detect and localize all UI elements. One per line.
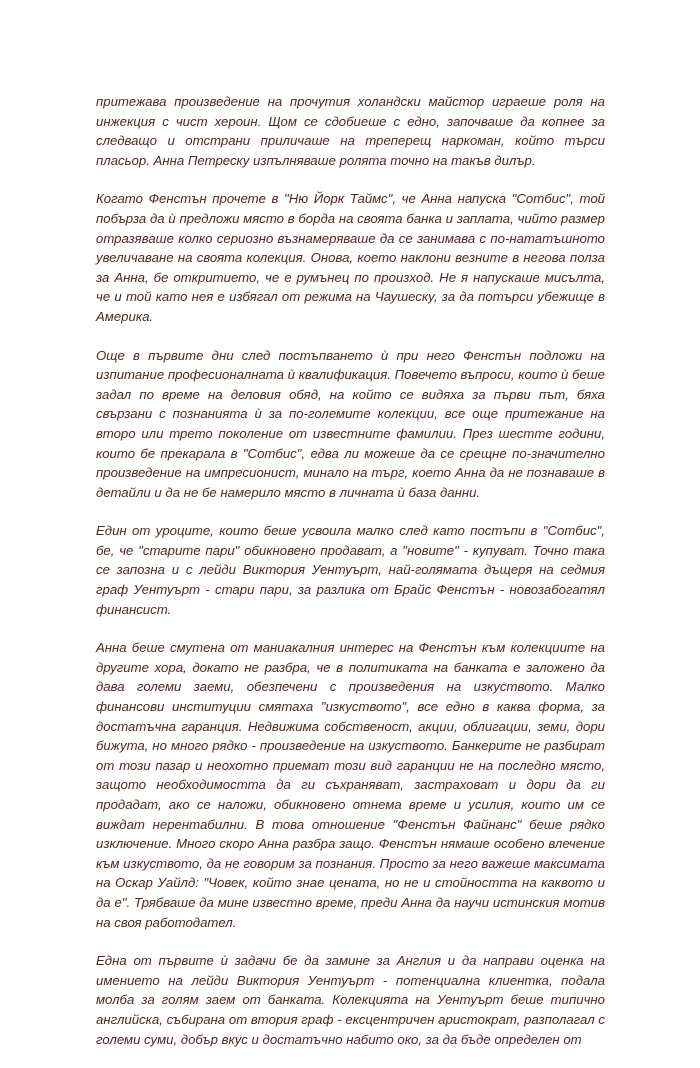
paragraph-1: притежава произведение на прочутия холандски майстор играеше роля на инжекция с чист хероин. Щом се сдобиеше с едно, започваше да копнее за следващо и отстрани приличаше на треперещ наркоман, който търси пласьор. Анна Петреску изпълняваше ролята точно на такъв дилър. xyxy=(96,94,605,168)
body-text xyxy=(96,92,605,1068)
paragraph-2: Когато Фенстън прочете в "Ню Йорк Таймс", че Анна напуска "Сотбис", той побърза да ѝ предложи място в борда на своята банка и заплата, чийто размер отразяваше колко сериозно възнамеряваше да се занимава с по-нататъшното увеличаване на своята колекция. Онова, което наклони везните в негова полза за Анна, бе откритието, че е румънец по произход. Не я напускаше мисълта, че и той като нея е избягал от режима на Чаушеску, за да потърси убежище в Америка. xyxy=(96,191,605,324)
paragraph-3: Още в първите дни след постъпването ѝ при него Фенстън подложи на изпитание професионалната ѝ квалификация. Повечето въпроси, които ѝ беше задал по време на деловия обяд, на който се видяха за първи път, бяха свързани с познанията ѝ за по-големите колекции, все още притежание на второ или трето поколение от известните фамилии. През шестте години, които бе прекарала в "Сотбис", едва ли можеше да се срещне по-значително произведение на импресионист, минало на търг, което Анна да не познаваше в детайли и да не бе намерило място в личната ѝ база данни. xyxy=(96,347,605,500)
paragraph-5: Анна беше смутена от маниакалния интерес на Фенстън към колекциите на другите хора, докато не разбра, че в политиката на банката е заложено да дава големи заеми, обезпечени с произведения на изкуството. Малко финансови институции смятаха "изкуството", все едно в каква форма, за достатъчна гаранция. Недвижима собственост, акции, облигации, земи, дори бижута, но много рядко - произведение на изкуството. Банкерите не разбират от този пазар и неохотно приемат този вид гаранции не на последно място, защото необходимостта да ги съхраняват, застраховат и дори да ги продадат, ако се наложи, обикновено отнема време и усилия, които им се виждат нерентабилни. В това отношение "Фенстън Файнанс" беше рядко изключение. Много скоро Анна разбра защо. Фенстън нямаше особено влечение към изкуството, да не говорим за познания. Просто за него важеше максимата на Оскар Уайлд: "Човек, който знае цената, но не и стойността на каквото и да е". Трябваше да мине известно време, преди Анна да научи истинския мотив на своя работодател. xyxy=(96,640,605,930)
paragraph-4: Един от уроците, които беше усвоила малко след като постъпи в "Сотбис", бе, че "старите пари" обикновено продават, а "новите" - купуват. Точно така се запозна и с лейди Виктория Уентуърт, най-голямата дъщеря на седмия граф Уентуърт - стари пари, за разлика от Брайс Фенстън - новозабогатял финансист. xyxy=(96,523,605,617)
paragraph-6: Една от първите ѝ задачи бе да замине за Англия и да направи оценка на имението на лейди Виктория Уентуърт - потенциална клиентка, подала молба за голям заем от банката. Колекцията на Уентуърт беше типично английска, събирана от втория граф - ексцентричен аристократ, разполагал с големи суми, добър вкус и достатъчно набито око, за да бъде определен от xyxy=(96,953,605,1047)
